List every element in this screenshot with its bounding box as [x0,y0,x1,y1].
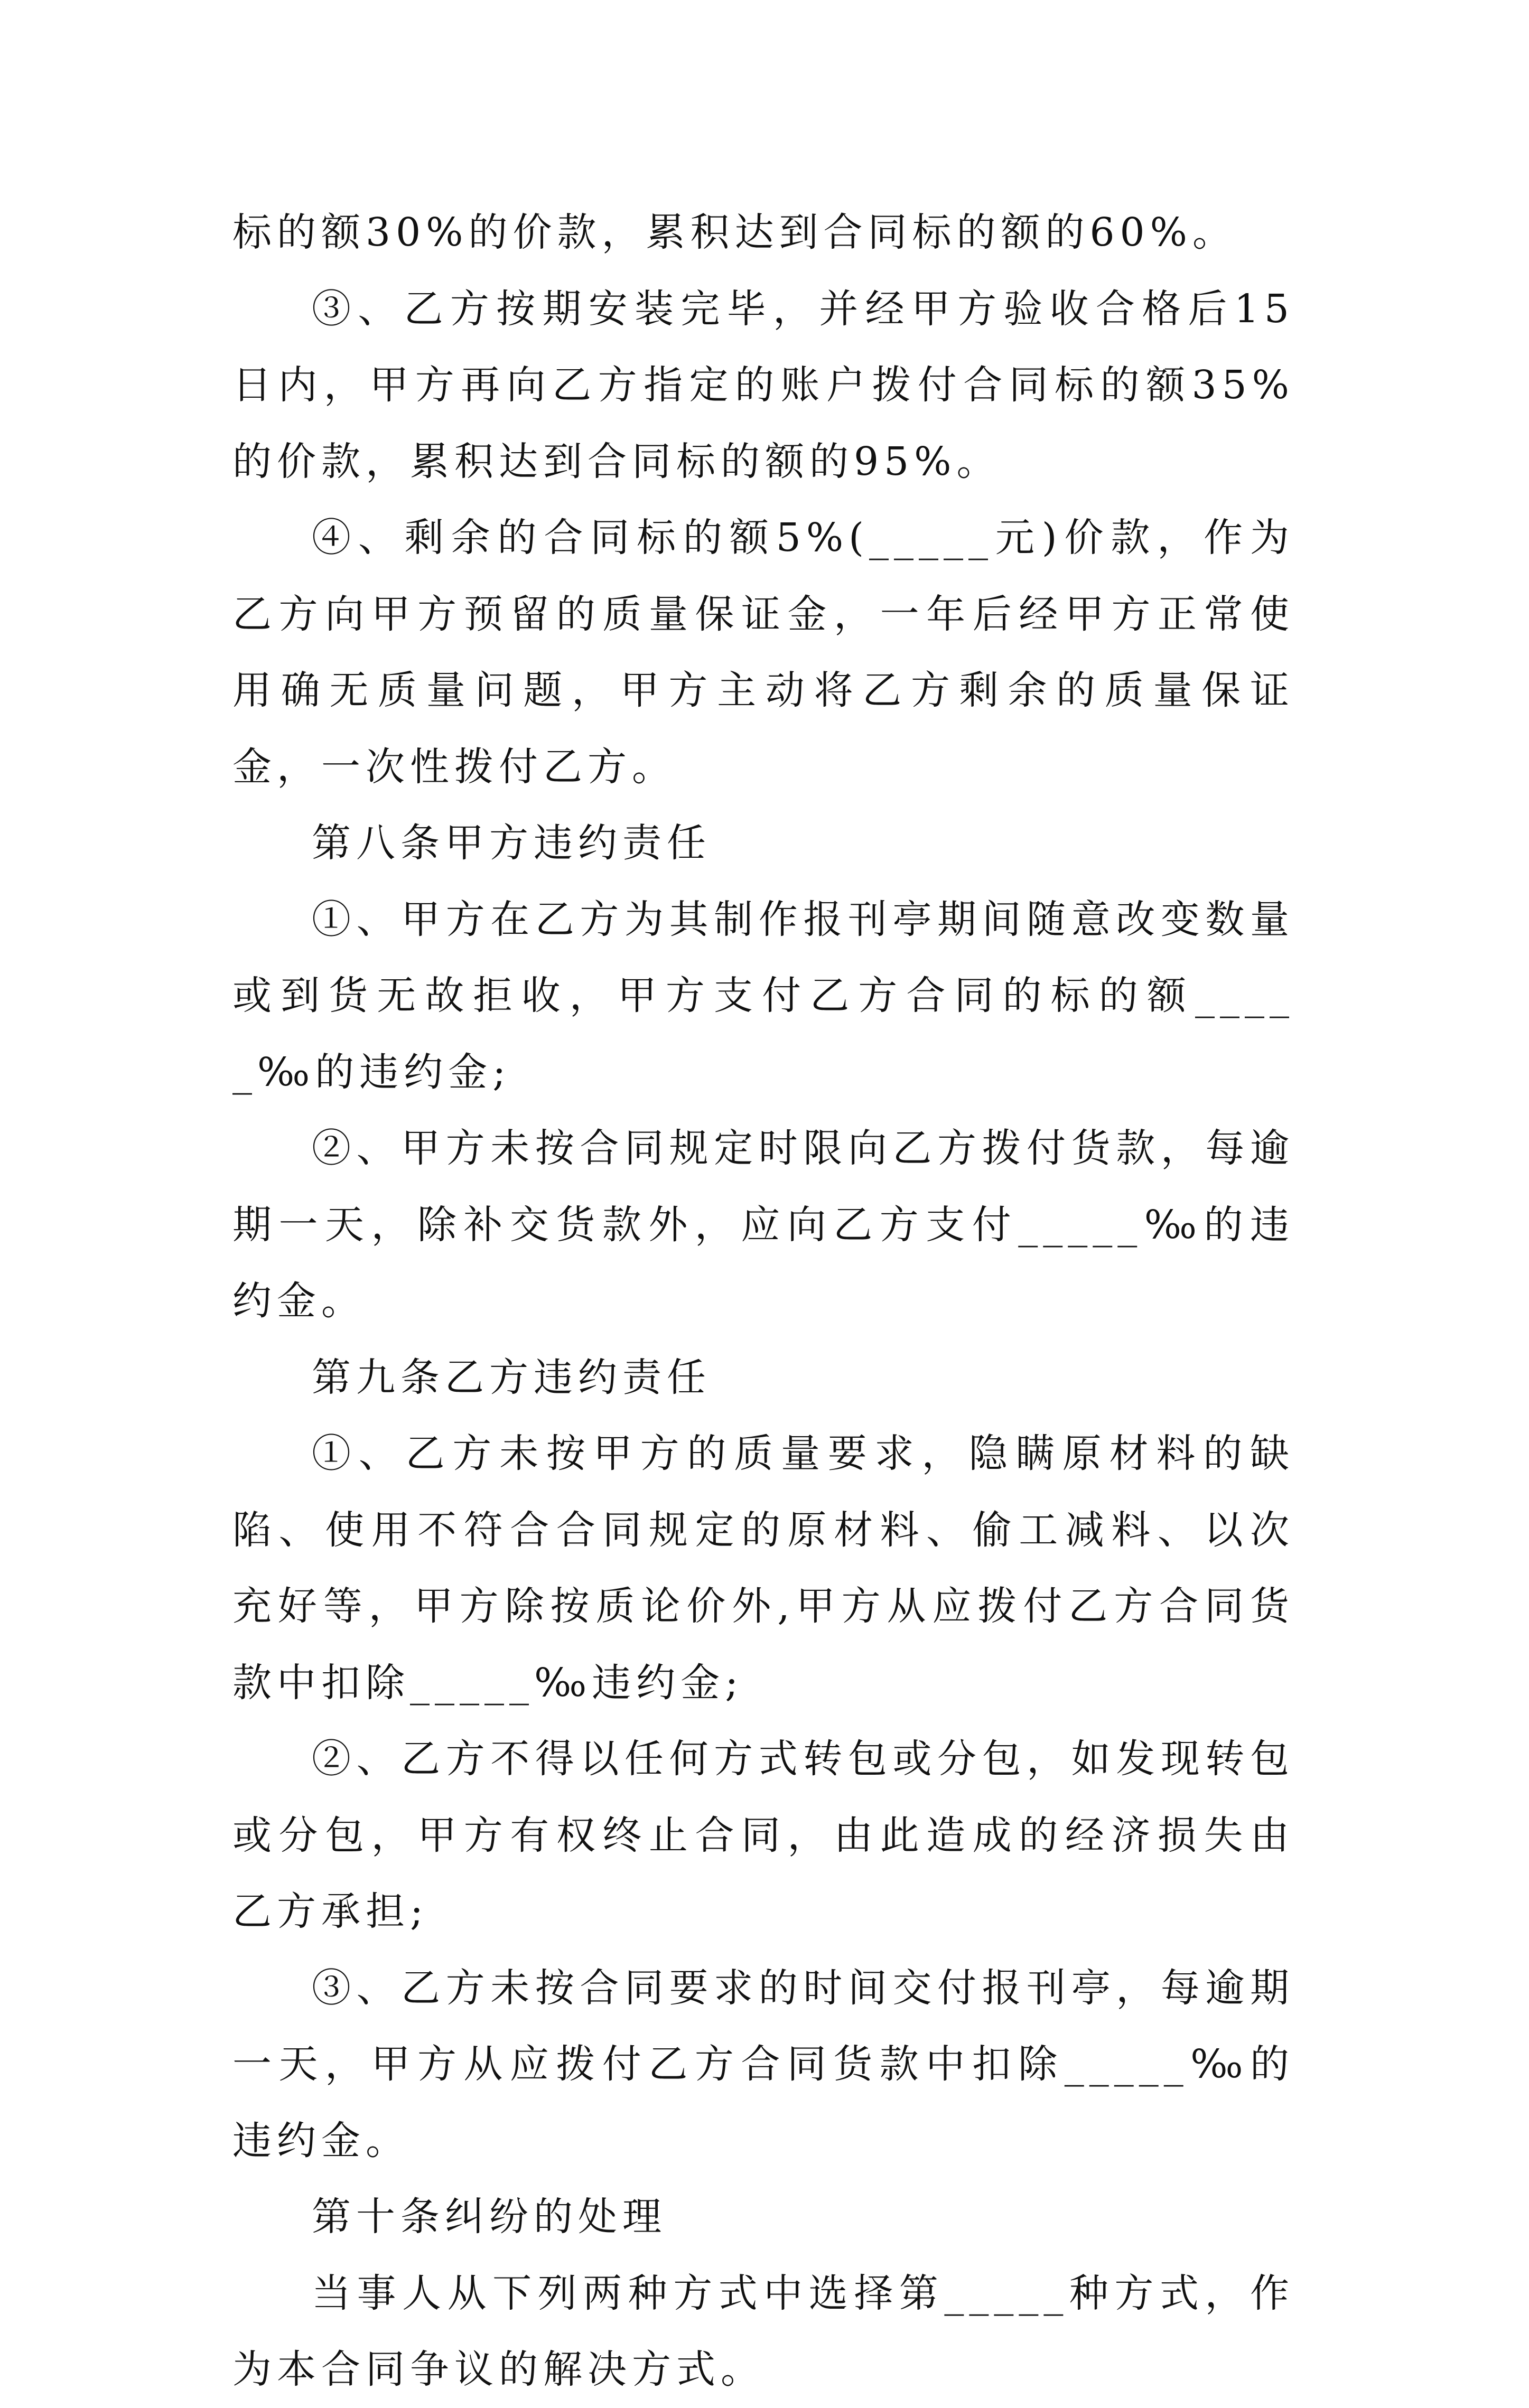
paragraph-article-9-item-1: ①、乙方未按甲方的质量要求，隐瞒原材料的缺陷、使用不符合合同规定的原材料、偷工减料、以次充好等，甲方除按质论价外,甲方从应拨付乙方合同货款中扣除_____‰违约金; [232,1431,1294,1706]
paragraph-article-8-item-2: ②、甲方未按合同规定时限向乙方拨付货款，每逾期一天，除补交货款外，应向乙方支付_____‰的违约金。 [232,1126,1294,1324]
heading-article-8: 第八条甲方违约责任 [312,820,711,866]
paragraph-article-9-item-2: ②、乙方不得以任何方式转包或分包，如发现转包或分包，甲方有权终止合同，由此造成的经济损失由乙方承担; [232,1736,1294,1934]
heading-article-10: 第十条纠纷的处理 [312,2194,667,2240]
paragraph-article-10-body: 当事人从下列两种方式中选择第_____种方式，作为本合同争议的解决方式。 [232,2270,1294,2392]
paragraph-article-8-item-1: ①、甲方在乙方为其制作报刊亭期间随意改变数量或到货无故拒收，甲方支付乙方合同的标的额_____‰的违约金; [232,896,1294,1095]
paragraph-payment-3: ③、乙方按期安装完毕，并经甲方验收合格后15日内，甲方再向乙方指定的账户拨付合同标的额35%的价款，累积达到合同标的额的95%。 [232,286,1294,484]
heading-article-9: 第九条乙方违约责任 [312,1354,711,1400]
paragraph-article-9-item-3: ③、乙方未按合同要求的时间交付报刊亭，每逾期一天，甲方从应拨付乙方合同货款中扣除_____‰的违约金。 [232,1965,1294,2163]
document-body [232,194,1294,2408]
paragraph-payment-4: ④、剩余的合同标的额5%(_____元)价款，作为乙方向甲方预留的质量保证金，一年后经甲方正常使用确无质量问题，甲方主动将乙方剩余的质量保证金，一次性拨付乙方。 [232,515,1294,790]
paragraph-payment-continued: 标的额30%的价款，累积达到合同标的额的60%。 [232,210,1237,255]
